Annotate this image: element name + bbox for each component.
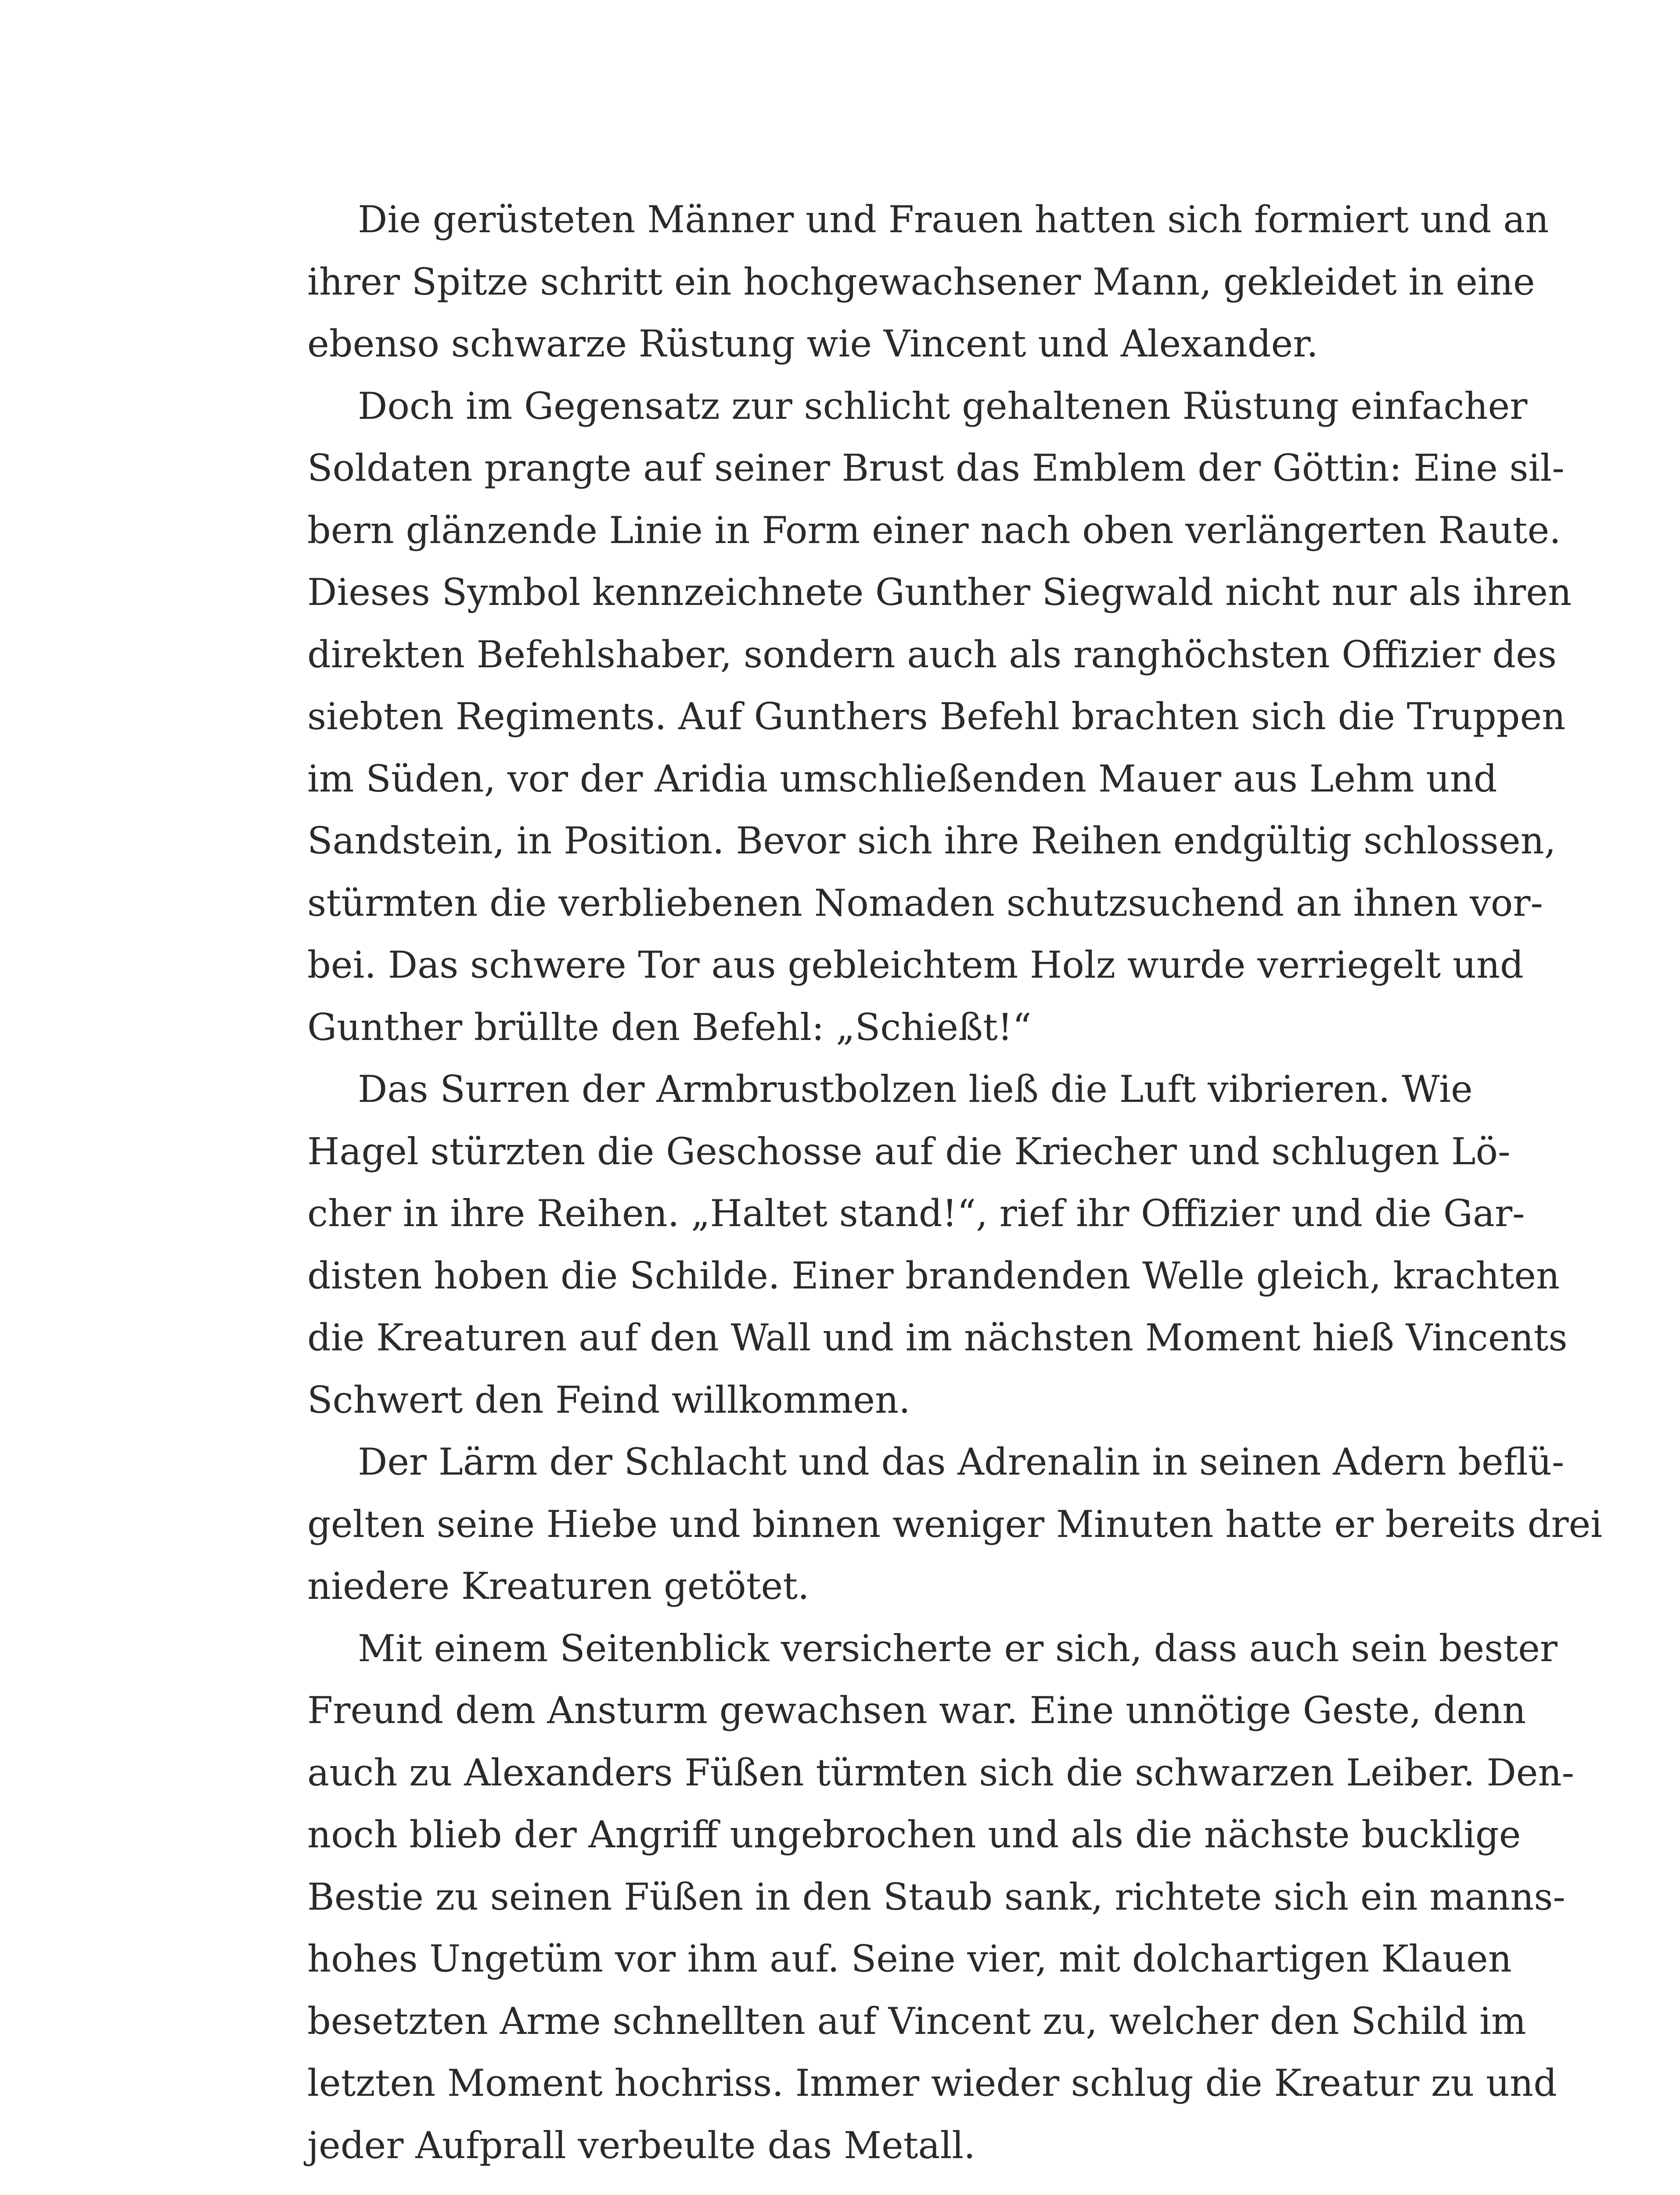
text-line: im Süden, vor der Aridia umschließenden Mauer aus Lehm und — [307, 757, 1497, 800]
text-line: Die gerüsteten Männer und Frauen hatten sich formiert und an — [358, 198, 1549, 241]
text-line: jeder Aufprall verbeulte das Metall. — [307, 2123, 975, 2167]
text-line: auch zu Alexanders Füßen türmten sich die schwarzen Leiber. Den- — [307, 1751, 1574, 1794]
text-line: bei. Das schwere Tor aus gebleichtem Holz wurde verriegelt und — [307, 943, 1524, 986]
text-line: Doch im Gegensatz zur schlicht gehaltenen Rüstung einfacher — [358, 384, 1528, 428]
text-line: Das Surren der Armbrustbolzen ließ die Luft vibrieren. Wie — [358, 1068, 1473, 1111]
text-line: besetzten Arme schnellten auf Vincent zu, welcher den Schild im — [307, 1999, 1526, 2043]
text-line: Dieses Symbol kennzeichnete Gunther Siegwald nicht nur als ihren — [307, 571, 1572, 614]
text-line: Schwert den Feind willkommen. — [307, 1378, 910, 1421]
text-line: disten hoben die Schilde. Einer brandenden Welle gleich, krachten — [307, 1254, 1560, 1297]
text-line: Der Lärm der Schlacht und das Adrenalin in seinen Adern beflü- — [358, 1440, 1565, 1483]
text-line: ihrer Spitze schritt ein hochgewachsener Mann, gekleidet in eine — [307, 260, 1535, 303]
text-line: bern glänzende Linie in Form einer nach oben verlängerten Raute. — [307, 508, 1561, 552]
text-line: letzten Moment hochriss. Immer wieder schlug die Kreatur zu und — [307, 2062, 1557, 2105]
text-line: hohes Ungetüm vor ihm auf. Seine vier, mit dolchartigen Klauen — [307, 1937, 1512, 1980]
text-line: siebten Regiments. Auf Gunthers Befehl brachten sich die Truppen — [307, 695, 1566, 738]
body-text — [307, 189, 1603, 2177]
text-line: die Kreaturen auf den Wall und im nächsten Moment hieß Vincents — [307, 1316, 1568, 1359]
text-line: Freund dem Ansturm gewachsen war. Eine unnötige Geste, denn — [307, 1689, 1526, 1732]
text-line: direkten Befehlshaber, sondern auch als ranghöchsten Offizier des — [307, 633, 1557, 676]
text-line: stürmten die verbliebenen Nomaden schutzsuchend an ihnen vor- — [307, 881, 1543, 925]
text-line: ebenso schwarze Rüstung wie Vincent und Alexander. — [307, 322, 1318, 365]
text-line: Sandstein, in Position. Bevor sich ihre Reihen endgültig schlossen, — [307, 819, 1556, 862]
text-line: Mit einem Seitenblick versicherte er sich, dass auch sein bester — [358, 1626, 1558, 1670]
text-line: cher in ihre Reihen. „Haltet stand!“, rief ihr Offizier und die Gar- — [307, 1192, 1525, 1235]
text-line: Hagel stürzten die Geschosse auf die Kriecher und schlugen Lö- — [307, 1130, 1511, 1173]
text-line: noch blieb der Angriff ungebrochen und als die nächste bucklige — [307, 1813, 1521, 1856]
text-line: gelten seine Hiebe und binnen weniger Minuten hatte er bereits drei — [307, 1502, 1603, 1546]
text-line: Bestie zu seinen Füßen in den Staub sank, richtete sich ein manns- — [307, 1875, 1565, 1918]
text-line: niedere Kreaturen getötet. — [307, 1565, 809, 1608]
text-line: Soldaten prangte auf seiner Brust das Emblem der Göttin: Eine sil- — [307, 446, 1565, 489]
text-line: Gunther brüllte den Befehl: „Schießt!“ — [307, 1005, 1032, 1049]
